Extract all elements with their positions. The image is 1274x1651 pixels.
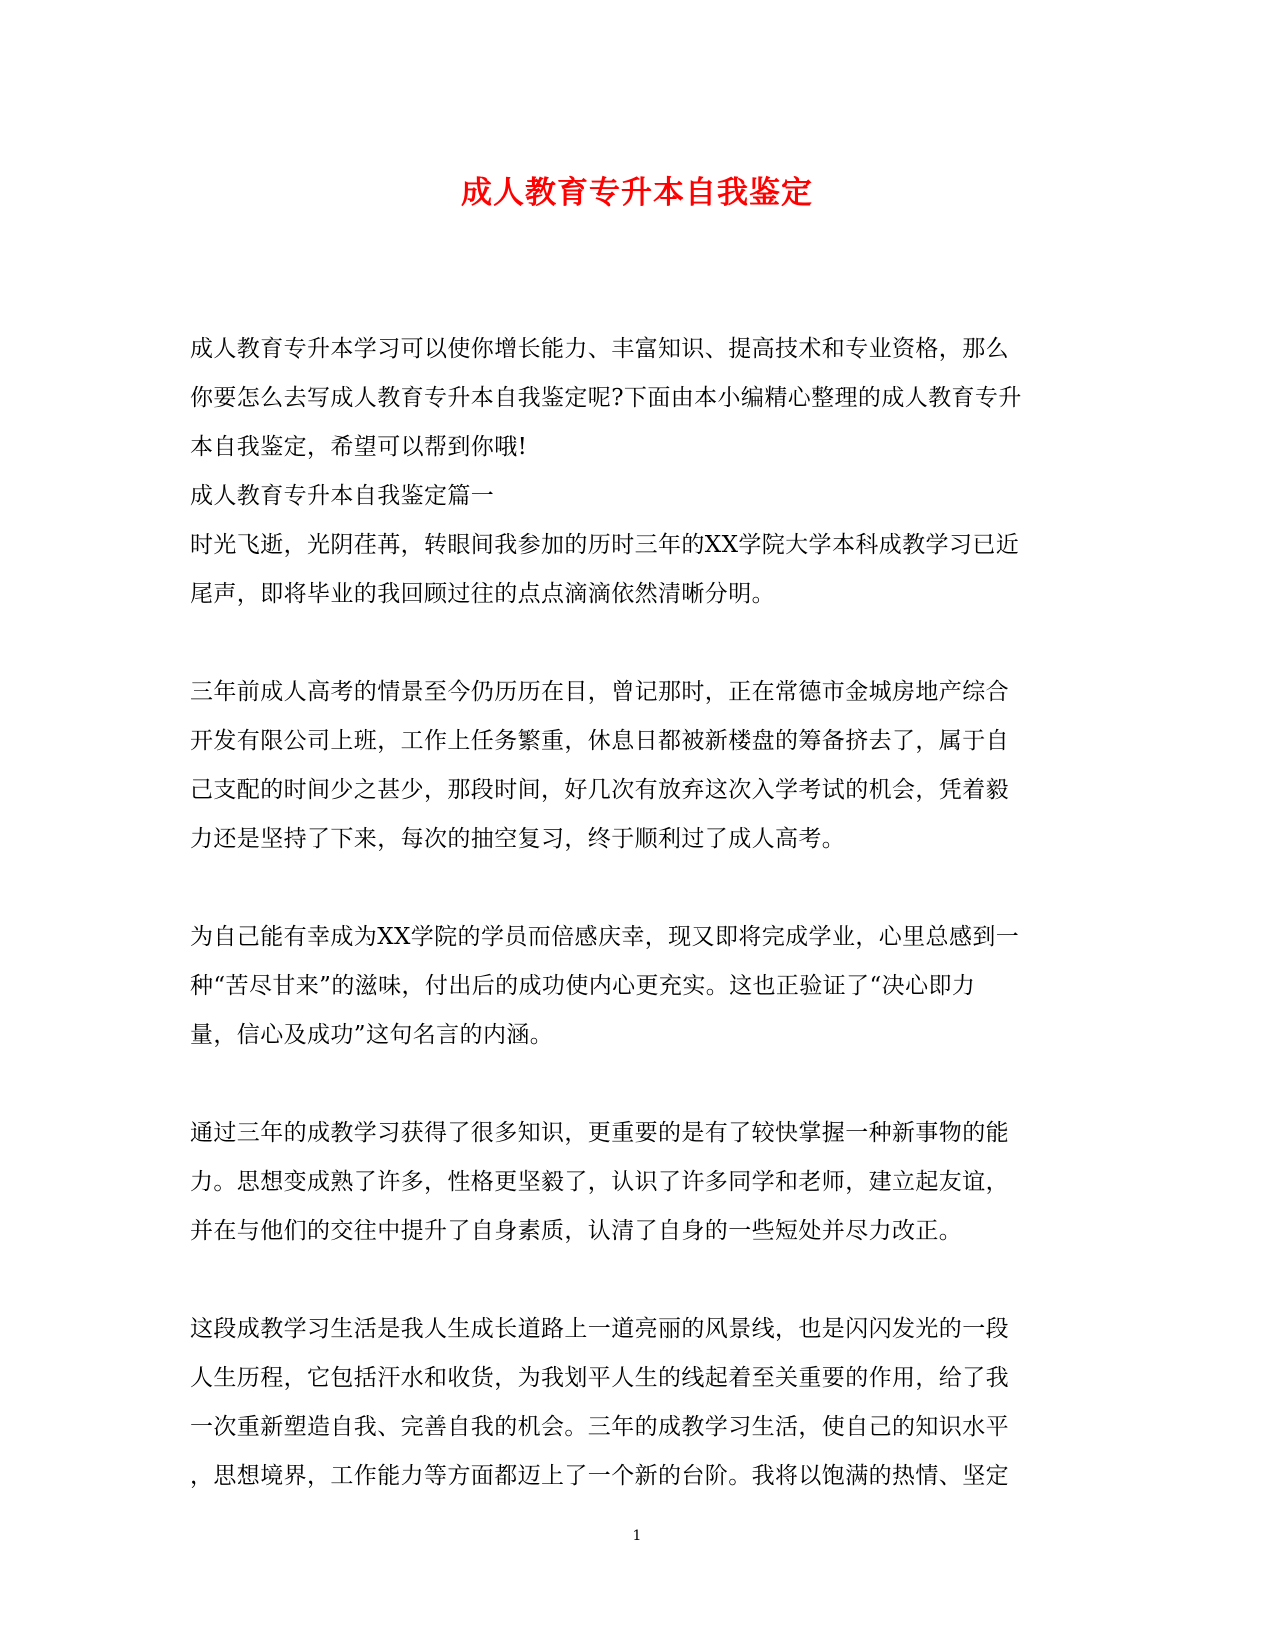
text-line: 尾声，即将毕业的我回顾过往的点点滴滴依然清晰分明。: [190, 581, 775, 607]
text-line: 并在与他们的交往中提升了自身素质，认清了自身的一些短处并尽力改正。: [190, 1218, 963, 1244]
document-body: [190, 325, 1080, 1501]
text-line: 三年前成人高考的情景至今仍历历在目，曾记那时，正在常德市金城房地产综合: [190, 679, 1009, 705]
paragraph-spacer: [190, 1060, 1080, 1109]
intro-paragraph: [190, 325, 1080, 472]
body-paragraph: [190, 1305, 1080, 1501]
text-line: 通过三年的成教学习获得了很多知识，更重要的是有了较快掌握一种新事物的能: [190, 1120, 1009, 1146]
body-paragraph: [190, 521, 1080, 619]
text-line: 成人教育专升本学习可以使你增长能力、丰富知识、提高技术和专业资格，那么: [190, 336, 1009, 362]
paragraph-spacer: [190, 1256, 1080, 1305]
paragraph-spacer: [190, 864, 1080, 913]
text-line: ，思想境界，工作能力等方面都迈上了一个新的台阶。我将以饱满的热情、坚定: [190, 1463, 1009, 1489]
body-paragraph: [190, 913, 1080, 1060]
text-line: 己支配的时间少之甚少，那段时间，好几次有放弃这次入学考试的机会，凭着毅: [190, 777, 1009, 803]
section-heading: [190, 472, 1080, 521]
paragraph-spacer: [190, 619, 1080, 668]
text-line: 时光飞逝，光阴荏苒，转眼间我参加的历时三年的XX学院大学本科成教学习已近: [190, 532, 1020, 558]
text-line: 为自己能有幸成为XX学院的学员而倍感庆幸，现又即将完成学业，心里总感到一: [190, 924, 1020, 950]
text-line: 力还是坚持了下来，每次的抽空复习，终于顺利过了成人高考。: [190, 826, 846, 852]
text-line: 这段成教学习生活是我人生成长道路上一道亮丽的风景线，也是闪闪发光的一段: [190, 1316, 1009, 1342]
text-line: 你要怎么去写成人教育专升本自我鉴定呢?下面由本小编精心整理的成人教育专升: [190, 385, 1022, 411]
text-line: 一次重新塑造自我、完善自我的机会。三年的成教学习生活，使自己的知识水平: [190, 1414, 1009, 1440]
text-line: 开发有限公司上班，工作上任务繁重，休息日都被新楼盘的筹备挤去了，属于自: [190, 728, 1009, 754]
text-line: 成人教育专升本自我鉴定篇一: [190, 483, 495, 509]
body-paragraph: [190, 1109, 1080, 1256]
text-line: 种“苦尽甘来”的滋味，付出后的成功使内心更充实。这也正验证了“决心即力: [190, 973, 976, 999]
body-paragraph: [190, 668, 1080, 864]
page-title: 成人教育专升本自我鉴定: [461, 175, 813, 211]
text-line: 力。思想变成熟了许多，性格更坚毅了，认识了许多同学和老师，建立起友谊，: [190, 1169, 1009, 1195]
text-line: 人生历程，它包括汗水和收货，为我划平人生的线起着至关重要的作用，给了我: [190, 1365, 1009, 1391]
page-number: 1: [632, 1528, 642, 1544]
text-line: 本自我鉴定，希望可以帮到你哦!: [190, 434, 528, 460]
text-line: 量，信心及成功”这句名言的内涵。: [190, 1022, 554, 1048]
